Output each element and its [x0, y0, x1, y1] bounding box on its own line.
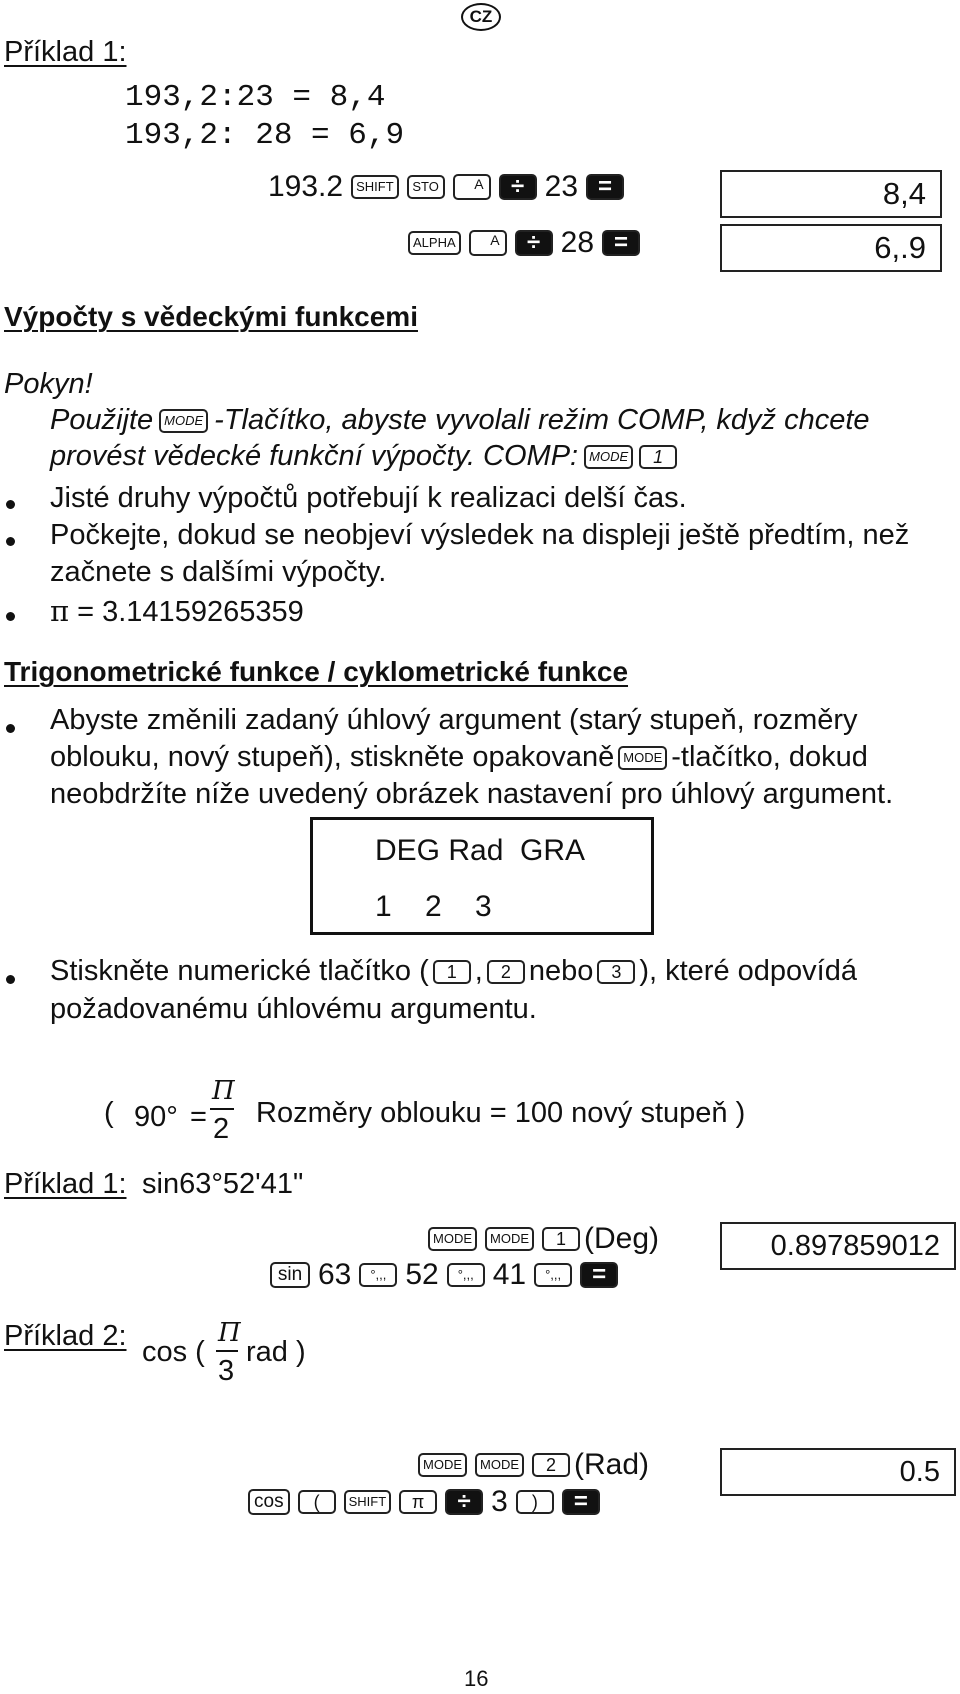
number-23: 23: [544, 170, 579, 203]
deg-label: (Deg): [584, 1222, 660, 1255]
example1-line2: 193,2: 28 = 6,9: [125, 118, 405, 153]
cos-keyseq1: [418, 1448, 649, 1482]
formula-90-degrees: 90°: [134, 1101, 178, 1133]
number-28: 28: [560, 226, 595, 259]
comma: ,: [474, 955, 483, 987]
fraction-bar: [216, 1350, 238, 1352]
formula-pi-numerator: Π: [212, 1076, 235, 1106]
result-display-1: 8,4: [720, 170, 942, 218]
pi-key[interactable]: π: [399, 1490, 437, 1514]
section-title-scientific: Výpočty s vědeckými funkcemi: [4, 301, 418, 332]
angle-mode-labels: DEG Rad GRA: [375, 834, 586, 867]
number-52: 52: [405, 1258, 439, 1291]
rad-text: rad ): [246, 1336, 306, 1368]
pokyn-label: Pokyn!: [4, 368, 93, 400]
angle-mode-numbers: 1 2 3: [375, 890, 492, 923]
trig-text-1b-pre: oblouku, nový stupeň), stiskněte opakovaně: [50, 741, 615, 773]
sin-result-display: 0.897859012: [720, 1222, 956, 1270]
two-key[interactable]: 2: [487, 960, 525, 984]
left-paren-key[interactable]: (: [298, 1490, 336, 1514]
cos-result-display: 0.5: [720, 1448, 956, 1496]
mode-key[interactable]: MODE: [485, 1227, 534, 1251]
trig-text-2b: požadovanému úhlovému argumentu.: [50, 993, 537, 1025]
nebo-text: nebo: [528, 955, 594, 987]
rad-label: (Rad): [574, 1448, 650, 1481]
angle-mode-display: [310, 817, 654, 935]
number-41: 41: [492, 1258, 527, 1291]
equals-key[interactable]: =: [586, 174, 624, 200]
example1b-label: Příklad 1:: [4, 1168, 127, 1200]
bullet-text-2a: Počkejte, dokud se neobjeví výsledek na displeji ještě předtím, než: [50, 519, 910, 551]
two-key[interactable]: 2: [532, 1453, 570, 1477]
mode-key[interactable]: MODE: [159, 409, 208, 433]
formula-equals: =: [190, 1101, 207, 1133]
formula-denominator-2: 2: [213, 1113, 230, 1145]
trig-line-1b: [50, 741, 868, 774]
result-display-2: 6,.9: [720, 224, 942, 272]
sin-expression: sin63°52'41": [142, 1168, 304, 1200]
sin-keyseq1: [428, 1222, 659, 1256]
bullet-text-2b: začnete s dalšími výpočty.: [50, 556, 387, 588]
use-text-b: -Tlačítko, abyste vyvolali režim COMP, když chcete: [214, 404, 870, 436]
page-number: 16: [464, 1666, 489, 1691]
a-key[interactable]: A: [453, 174, 491, 200]
formula-text: Rozměry oblouku = 100 nový stupeň ): [256, 1097, 746, 1129]
degree-minute-second-key[interactable]: °,,,: [447, 1263, 485, 1287]
trig-line-2: [50, 955, 857, 988]
example1-label: Příklad 1:: [4, 36, 127, 68]
one-key[interactable]: 1: [639, 445, 677, 469]
section-title-trig: Trigonometrické funkce / cyklometrické funkce: [4, 656, 629, 687]
formula-open-paren: (: [104, 1097, 114, 1129]
language-badge: CZ: [461, 3, 501, 31]
divide-key[interactable]: ÷: [499, 174, 537, 200]
bullet-icon: [6, 975, 15, 984]
equals-key[interactable]: =: [602, 230, 640, 256]
equals-key[interactable]: =: [580, 1262, 618, 1288]
right-paren-key[interactable]: ): [516, 1490, 554, 1514]
fraction-bar: [210, 1108, 234, 1110]
mode-key[interactable]: MODE: [584, 445, 633, 469]
divide-key[interactable]: ÷: [445, 1489, 483, 1515]
one-key[interactable]: 1: [433, 960, 471, 984]
cos-expression: cos (: [142, 1336, 205, 1368]
cos-keyseq2: [248, 1485, 600, 1519]
number-193: 193.2: [268, 170, 344, 203]
sin-key[interactable]: sin: [270, 1262, 310, 1288]
trig-text-1c: neobdržíte níže uvedený obrázek nastavení pro úhlový argument.: [50, 778, 894, 810]
trig-text-1b-post: -tlačítko, dokud: [671, 741, 868, 773]
equals-key[interactable]: =: [562, 1489, 600, 1515]
trig-text-2-pre: Stiskněte numerické tlačítko (: [50, 955, 429, 987]
alpha-key[interactable]: ALPHA: [408, 231, 461, 255]
cos-pi-numerator: Π: [218, 1318, 241, 1348]
pokyn-line1: [50, 404, 870, 437]
number-63: 63: [318, 1258, 352, 1291]
pi-symbol: π: [50, 594, 70, 628]
mode-key[interactable]: MODE: [475, 1453, 524, 1477]
example2-label: Příklad 2:: [4, 1320, 127, 1352]
bullet-icon: [6, 537, 15, 546]
trig-text-2-post: ), které odpovídá: [639, 955, 857, 987]
example1-keyseq2: [408, 226, 640, 260]
a-key[interactable]: A: [469, 230, 507, 256]
three-key[interactable]: 3: [597, 960, 635, 984]
sin-keyseq2: [270, 1258, 618, 1292]
pi-value: = 3.14159265359: [77, 596, 304, 628]
bullet-icon: [6, 612, 15, 621]
use-text-c: provést vědecké funkční výpočty. COMP:: [50, 440, 579, 472]
mode-key[interactable]: MODE: [428, 1227, 477, 1251]
cos-key[interactable]: cos: [248, 1489, 290, 1515]
one-key[interactable]: 1: [542, 1227, 580, 1251]
number-3: 3: [491, 1485, 508, 1518]
shift-key[interactable]: SHIFT: [344, 1490, 392, 1514]
sto-key[interactable]: STO: [407, 175, 445, 199]
divide-key[interactable]: ÷: [515, 230, 553, 256]
degree-minute-second-key[interactable]: °,,,: [534, 1263, 572, 1287]
mode-key[interactable]: MODE: [618, 746, 667, 770]
bullet-icon: [6, 500, 15, 509]
example1-keyseq1: [268, 170, 624, 204]
bullet-icon: [6, 724, 15, 733]
bullet-text-1: Jisté druhy výpočtů potřebují k realizaci delší čas.: [50, 482, 687, 514]
pi-line: [50, 594, 304, 629]
example1-line1: 193,2:23 = 8,4: [125, 80, 386, 115]
pokyn-line2: [50, 440, 677, 473]
trig-text-1a: Abyste změnili zadaný úhlový argument (starý stupeň, rozměry: [50, 704, 858, 736]
cos-denominator-3: 3: [218, 1355, 235, 1387]
degree-minute-second-key[interactable]: °,,,: [359, 1263, 397, 1287]
mode-key[interactable]: MODE: [418, 1453, 467, 1477]
use-text-a: Použijte: [50, 404, 154, 436]
shift-key[interactable]: SHIFT: [351, 175, 399, 199]
